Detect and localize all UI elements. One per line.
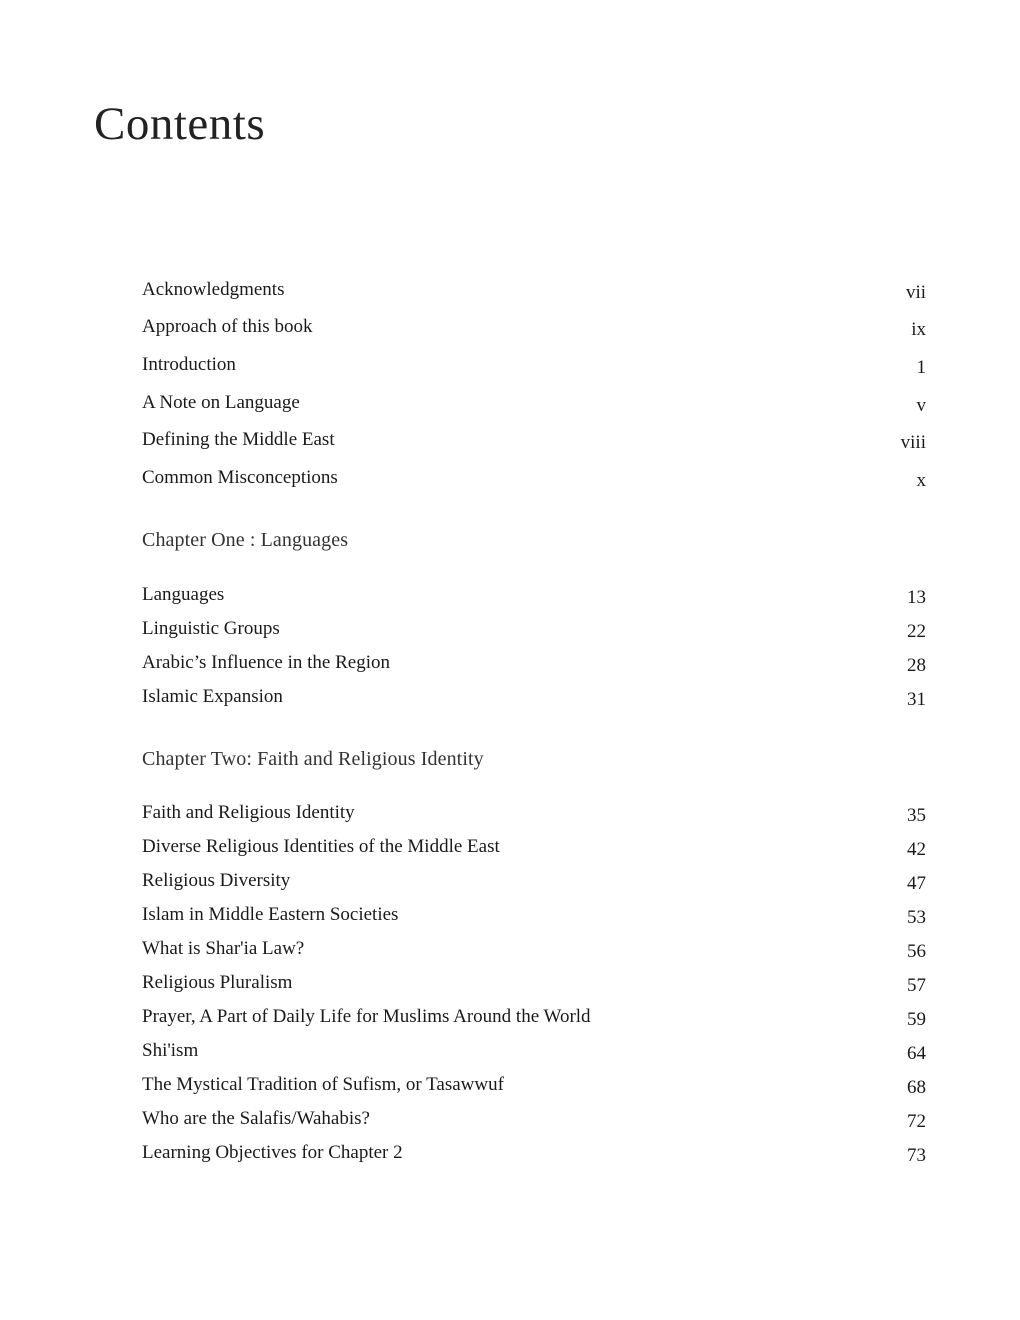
toc-entry[interactable] (142, 459, 926, 497)
toc-entry-page-number: 59 (907, 1008, 926, 1030)
toc-entry-page-number: 64 (907, 1042, 926, 1064)
toc-entry-page-number: 13 (907, 586, 926, 608)
toc-entry[interactable] (142, 421, 926, 459)
toc-entry-title: Acknowledgments (142, 278, 285, 300)
toc-entry-title: Faith and Religious Identity (142, 801, 355, 823)
toc-entry-title: Defining the Middle East (142, 429, 335, 451)
toc-entry-title: Common Misconceptions (142, 466, 338, 488)
toc-entry[interactable] (142, 1000, 926, 1034)
toc-entry[interactable] (142, 271, 926, 309)
toc-entry[interactable] (142, 612, 926, 646)
toc-entry-page-number: viii (900, 432, 926, 454)
toc-entry-title: Arabic’s Influence in the Region (142, 651, 390, 673)
toc-entry[interactable] (142, 966, 926, 1000)
toc-entry-title: Religious Diversity (142, 869, 291, 891)
toc-entry-title: Introduction (142, 353, 236, 375)
toc-entry-title: Islamic Expansion (142, 685, 283, 707)
toc-entry-title: A Note on Language (142, 391, 300, 413)
toc-entry[interactable] (142, 384, 926, 422)
toc-entry-page-number: 47 (907, 872, 926, 894)
toc-entry-title: Learning Objectives for Chapter 2 (142, 1141, 403, 1163)
toc-entry-page-number: ix (911, 319, 926, 341)
toc-entry-page-number: 28 (907, 654, 926, 676)
toc-entry-page-number: 31 (907, 688, 926, 710)
toc-entry-page-number: x (916, 469, 926, 491)
toc-entry[interactable] (142, 898, 926, 932)
front-matter-list (142, 271, 926, 497)
chapter-entries (142, 796, 926, 1170)
toc-entry-page-number: 42 (907, 838, 926, 860)
toc-entry-title: Religious Pluralism (142, 971, 293, 993)
toc-entry[interactable] (142, 578, 926, 612)
toc-entry-page-number: vii (905, 281, 926, 303)
toc-entry-title: Prayer, A Part of Daily Life for Muslims Around the World (142, 1005, 591, 1027)
toc-entry-title: What is Shar'ia Law? (142, 937, 305, 959)
toc-entry[interactable] (142, 864, 926, 898)
toc-entry[interactable] (142, 1136, 926, 1170)
toc-entry-title: Diverse Religious Identities of the Middle East (142, 835, 500, 857)
toc-entry-title: Languages (142, 583, 225, 605)
toc-entry-page-number: v (916, 394, 926, 416)
chapter-entries (142, 578, 926, 714)
toc-entry[interactable] (142, 1068, 926, 1102)
toc-entry-page-number: 73 (907, 1144, 926, 1166)
toc-entry[interactable] (142, 1034, 926, 1068)
toc-entry[interactable] (142, 1102, 926, 1136)
toc-entry-page-number: 57 (907, 974, 926, 996)
toc-entry-page-number: 1 (916, 356, 926, 378)
toc-entry[interactable] (142, 796, 926, 830)
toc-entry-title: Linguistic Groups (142, 617, 280, 639)
toc-entry[interactable] (142, 830, 926, 864)
chapter-heading: Chapter One : Languages (142, 528, 349, 551)
toc-entry-title: Who are the Salafis/Wahabis? (142, 1107, 370, 1129)
toc-entry[interactable] (142, 346, 926, 384)
toc-entry-page-number: 35 (907, 804, 926, 826)
table-of-contents (142, 271, 926, 1170)
toc-entry[interactable] (142, 309, 926, 347)
toc-entry-page-number: 68 (907, 1076, 926, 1098)
chapter-heading: Chapter Two: Faith and Religious Identity (142, 747, 484, 770)
toc-entry-page-number: 56 (907, 940, 926, 962)
toc-entry-title: Shi'ism (142, 1039, 199, 1061)
toc-entry-page-number: 22 (907, 620, 926, 642)
toc-entry-title: The Mystical Tradition of Sufism, or Tasawwuf (142, 1073, 504, 1095)
toc-entry[interactable] (142, 646, 926, 680)
toc-entry-title: Islam in Middle Eastern Societies (142, 903, 399, 925)
page-title: Contents (94, 98, 266, 150)
toc-entry-page-number: 72 (907, 1110, 926, 1132)
toc-entry-page-number: 53 (907, 906, 926, 928)
toc-entry-title: Approach of this book (142, 316, 313, 338)
toc-entry[interactable] (142, 932, 926, 966)
toc-entry[interactable] (142, 680, 926, 714)
